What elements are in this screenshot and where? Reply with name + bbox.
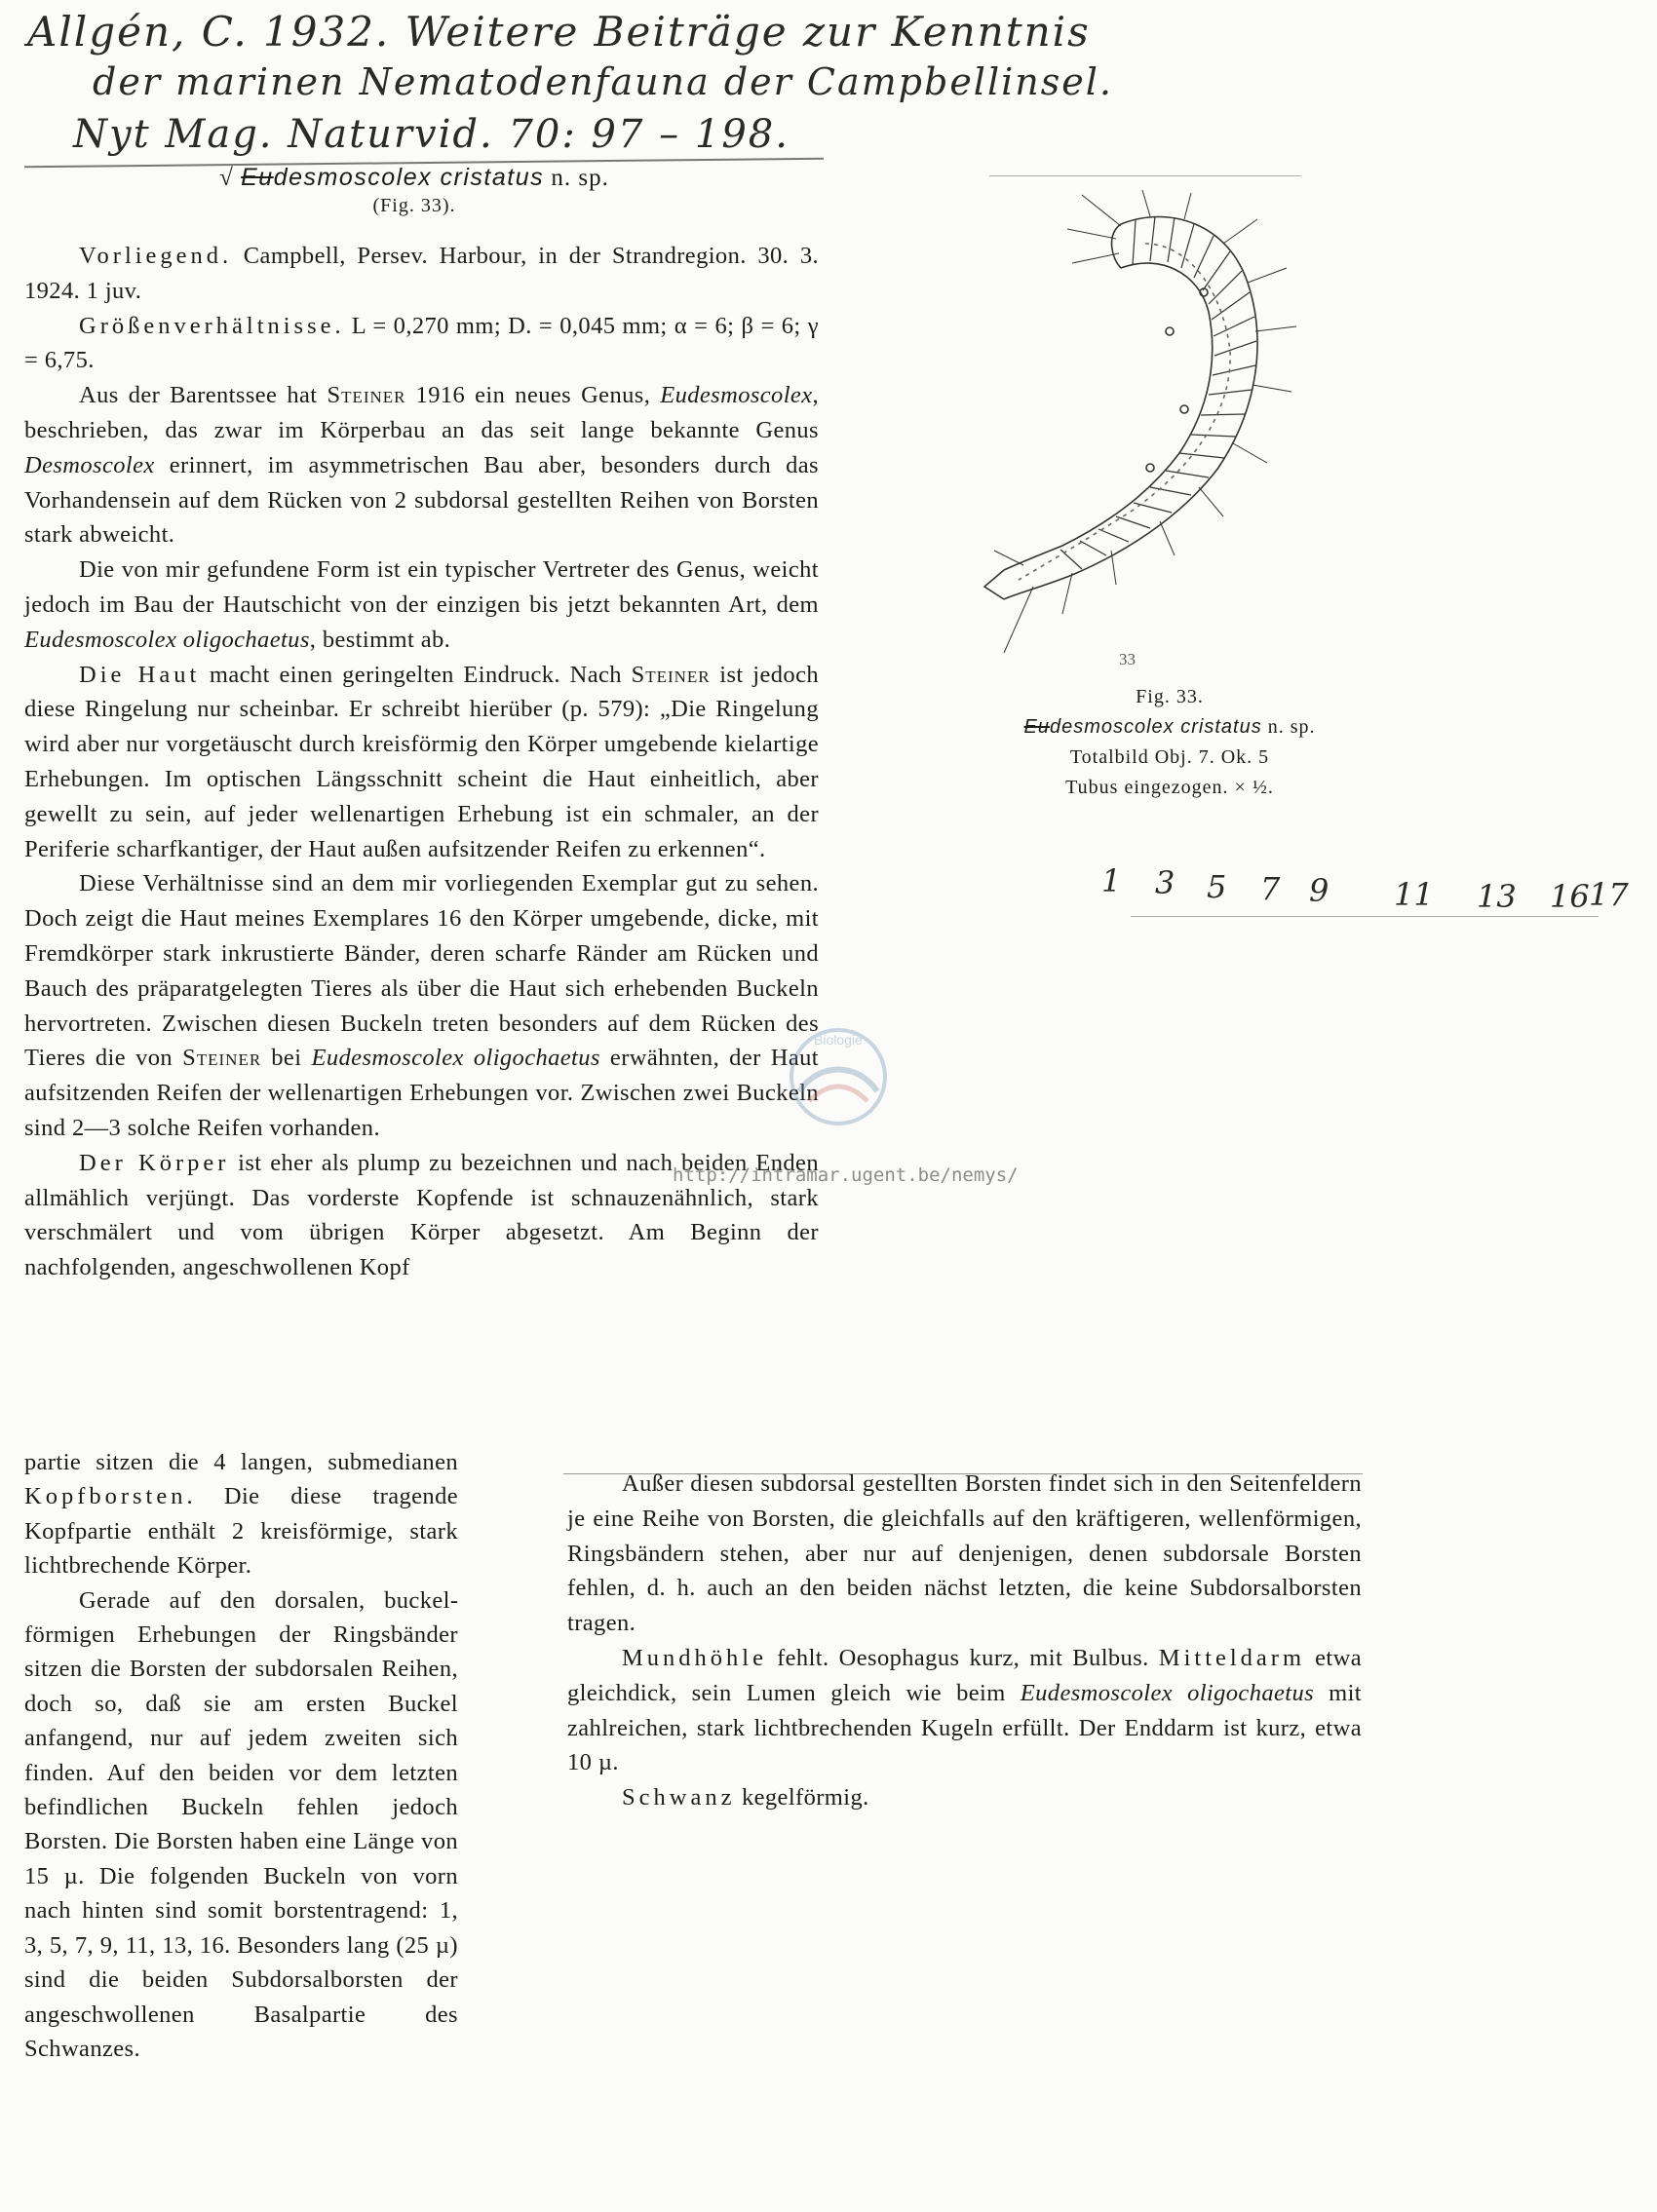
numbers-underline bbox=[1131, 916, 1599, 917]
handwritten-citation-line-2: der marinen Nematodenfauna der Campbellinsel. bbox=[93, 60, 1113, 103]
paragraph-measurements: Größenverhältnisse. L = 0,270 mm; D. = 0,045 mm; α = 6; β = 6; γ = 6,75. bbox=[24, 312, 819, 374]
handwritten-citation-line-1: Allgén, C. 1932. Weitere Beiträge zur Kenntnis bbox=[27, 8, 1091, 56]
hw-number: 13 bbox=[1477, 878, 1517, 915]
paragraph-specimen: Diese Verhältnisse sind an dem mir vorliegenden Exemplar gut zu sehen. Doch zeigt die Haut meines Exemplares 16 den Körper umgebende, dicke, mit Fremdkörper stark inkrustierte Bänder, deren scharfe Ränder am Rücken und Bauch des präparatgelegten Tieres als über die Haut sich erhebenden Buckeln hervortreten. Zwischen diesen Buckeln treten besonders auf dem Rücken des Tieres die von Steiner bei Eudesmoscolex oligochaetus erwähnten, der Haut aufsitzenden Reifen der wellenartigen Erhebungen vor. Zwischen zwei Buckeln sind 2—3 solche Reifen vorhanden. bbox=[24, 870, 819, 1141]
hw-number: 11 bbox=[1394, 876, 1434, 913]
paragraph-tail: Schwanz kegelförmig. bbox=[622, 1784, 869, 1812]
species-name: desmoscolex cristatus bbox=[273, 164, 545, 191]
hw-number: 16 bbox=[1550, 878, 1590, 915]
paragraph-material: Vorliegend. Campbell, Persev. Harbour, in der Strandregion. 30. 3. 1924. 1 juv. bbox=[24, 243, 819, 304]
left-narrow-column bbox=[24, 1445, 458, 2066]
figure-top-rule bbox=[989, 175, 1301, 176]
nematode-illustration bbox=[975, 185, 1345, 672]
hw-number: 9 bbox=[1309, 872, 1329, 909]
hw-number: 17 bbox=[1589, 876, 1629, 913]
hw-number: 7 bbox=[1260, 870, 1281, 907]
hw-number: 1 bbox=[1101, 862, 1122, 899]
checkmark: √ bbox=[219, 165, 234, 191]
struck-genus-prefix: Eu bbox=[241, 164, 274, 191]
paragraph-genus-history: Aus der Barentssee hat Steiner 1916 ein neues Genus, Eudesmoscolex, beschrieben, das zwar im Körperbau an das seit lange bekannte Genus Desmoscolex erinnert, im asymmetrischen Bau aber, besonders durch das Vorhandensein auf dem Rücken von 2 subdorsal gestellten Reihen von Borsten stark abweicht. bbox=[24, 382, 819, 549]
figure-caption bbox=[994, 682, 1345, 803]
caption-magnification: Totalbild Obj. 7. Ok. 5 bbox=[1069, 746, 1270, 768]
paragraph-comparison: Die von mir gefundene Form ist ein typischer Vertreter des Genus, weicht jedoch im Bau der Hautschicht von der einzigen bis jetzt bekannten Art, dem Eudesmoscolex oligochaetus, bestimmt ab. bbox=[24, 556, 819, 653]
left-column bbox=[24, 239, 819, 1285]
handwritten-citation-line-3: Nyt Mag. Naturvid. 70: 97 – 198. bbox=[73, 112, 790, 157]
watermark-url: http://intramar.ugent.be/nemys/ bbox=[673, 1164, 1019, 1186]
new-species-marker: n. sp. bbox=[551, 165, 609, 191]
paragraph-head-setae: partie sitzen die 4 langen, submedianen Kopfborsten. Die diese tragende Kopfpartie enthält 2 kreisförmige, stark lichtbrechende Körper. bbox=[24, 1449, 458, 1580]
figure-number-label: 33 bbox=[1119, 650, 1136, 668]
caption-species: Eudesmoscolex cristatus n. sp. bbox=[1023, 716, 1316, 738]
hw-number: 5 bbox=[1207, 868, 1227, 905]
paragraph-body: Der Körper ist eher als plump zu bezeichnen und nach beiden Enden allmählich verjüngt. Das vorderste Kopfende ist schnauzenähnlich, stark verschmälert und vom übrigen Körper abgesetzt. Am Beginn der nachfolgenden, angeschwollenen Kopf bbox=[24, 1149, 819, 1281]
article-title bbox=[0, 164, 828, 192]
watermark-logo bbox=[780, 1023, 897, 1130]
paragraph-setae-arrangement: Gerade auf den dorsalen, buckelförmigen Erhebungen der Ringsbänder sitzen die Borsten der subdorsalen Reihen, doch so, daß sie am ersten Buckel anfangend, nur auf jedem zweiten sich finden. Auf den beiden vor dem letzten befindlichen Buckeln fehlen jedoch Borsten. Die Borsten haben eine Länge von 15 µ. Die folgenden Buckeln von vorn nach hinten sind somit borstentragend: 1, 3, 5, 7, 9, 11, 13, 16. Besonders lang (25 µ) sind die beiden Subdorsalborsten der angeschwollenen Basalpartie des Schwanzes. bbox=[24, 1586, 458, 2062]
paragraph-lateral-setae: Außer diesen subdorsal gestellten Borsten findet sich in den Seitenfeldern je eine Reihe von Borsten, die gleichfalls auf den kräftigeren, wellenförmigen, Ringsbändern stehen, aber nur auf denjenigen, denen subdorsale Borsten fehlen, d. h. auch an den beiden nächst letzten, die keine Subdorsalborsten tragen. bbox=[567, 1470, 1362, 1637]
right-column bbox=[567, 1467, 1362, 1815]
paragraph-digestive: Mundhöhle fehlt. Oesophagus kurz, mit Bulbus. Mitteldarm etwa gleichdick, sein Lumen gleich wie beim Eudesmoscolex oligochaetus mit zahlreichen, stark lichtbrechenden Kugeln erfüllt. Der Enddarm ist kurz, etwa 10 µ. bbox=[567, 1644, 1363, 1776]
figure-reference: (Fig. 33). bbox=[372, 195, 456, 216]
caption-tubus: Tubus eingezogen. × ½. bbox=[1065, 777, 1274, 798]
svg-text:Biologie: Biologie bbox=[814, 1032, 863, 1048]
hw-number: 3 bbox=[1155, 864, 1175, 901]
caption-figure-label: Fig. 33. bbox=[1136, 686, 1204, 707]
paragraph-skin: Die Haut macht einen geringelten Eindruck. Nach Steiner ist jedoch diese Ringelung nur scheinbar. Er schreibt hierüber (p. 579): „Die Ringelung wird aber nur vorgetäuscht durch kreisförmig den Körper umgebende kielartige Erhebungen. Im optischen Längsschnitt scheint die Haut einheitlich, aber gewellt zu sein, auf jeder wellenartigen Erhebung ist ein schmaler, an der Periferie scharfkantiger, der Haut außen aufsitzender Reifen zu erkennen“. bbox=[24, 661, 819, 862]
